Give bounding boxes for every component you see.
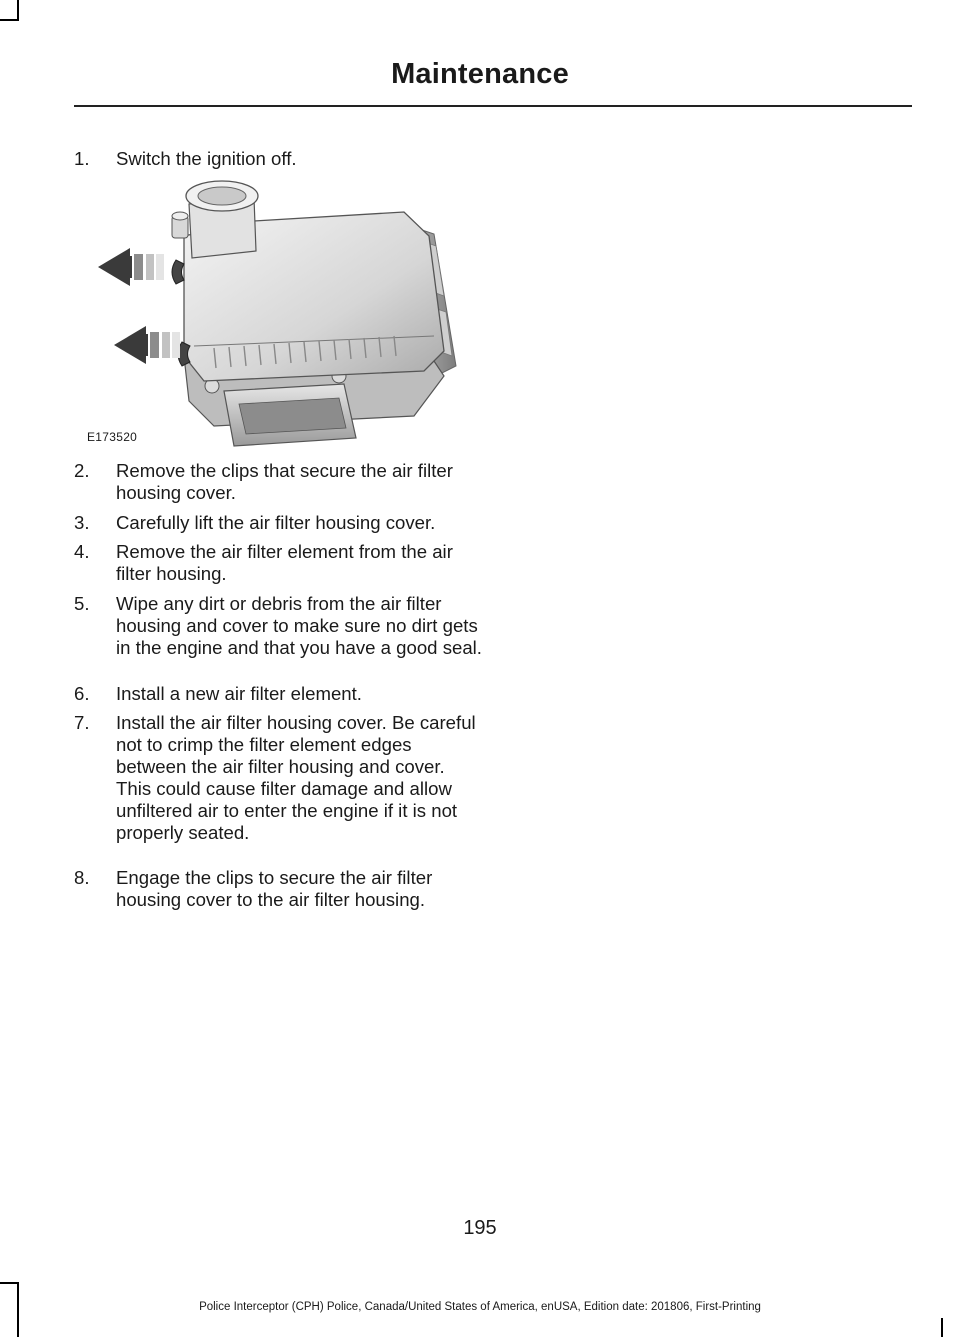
figure-code: E173520	[87, 430, 138, 444]
step-number: 2.	[74, 460, 90, 481]
step-2	[74, 460, 484, 504]
step-text: Switch the ignition off.	[116, 148, 297, 169]
step-text: Engage the clips to secure the air filter housing cover to the air filter housing.	[116, 867, 433, 910]
page-header-title: Maintenance	[391, 58, 569, 90]
step-number: 5.	[74, 593, 90, 614]
step-number: 6.	[74, 683, 90, 704]
air-filter-housing-illustration	[84, 176, 464, 448]
crop-mark-top-left-v	[17, 0, 19, 20]
step-3	[74, 512, 484, 534]
removal-arrow-upper	[98, 248, 164, 286]
step-number: 8.	[74, 867, 90, 888]
step-number: 1.	[74, 148, 90, 169]
step-1	[74, 148, 484, 170]
step-number: 7.	[74, 712, 90, 733]
crop-mark-bottom-right-v	[941, 1318, 943, 1337]
step-8	[74, 867, 484, 911]
removal-arrow-lower	[114, 326, 180, 364]
step-text: Install a new air filter element.	[116, 683, 362, 704]
header-rule	[74, 105, 912, 107]
step-text: Wipe any dirt or debris from the air filter housing and cover to make sure no dirt gets in the engine and that you have a good seal.	[116, 593, 482, 658]
step-number: 3.	[74, 512, 90, 533]
step-text: Remove the clips that secure the air filter housing cover.	[116, 460, 453, 503]
step-text: Remove the air filter element from the air filter housing.	[116, 541, 453, 584]
step-5	[74, 593, 484, 659]
step-text: Install the air filter housing cover. Be careful not to crimp the filter element edges between the air filter housing and cover. This could cause filter damage and allow unfiltered air to enter the engine if it is not properly seated.	[116, 712, 476, 843]
step-text: Carefully lift the air filter housing cover.	[116, 512, 436, 533]
step-7	[74, 712, 484, 844]
crop-mark-bottom-left-h	[0, 1282, 19, 1284]
intake-duct	[224, 384, 356, 446]
step-6	[74, 683, 484, 705]
step-4	[74, 541, 484, 585]
page-number: 195	[463, 1217, 497, 1239]
crop-mark-top-left-h	[0, 19, 19, 21]
footer-edition-info: Police Interceptor (CPH) Police, Canada/United States of America, enUSA, Edition date: 201806, First-Printing	[199, 1301, 761, 1313]
step-number: 4.	[74, 541, 90, 562]
